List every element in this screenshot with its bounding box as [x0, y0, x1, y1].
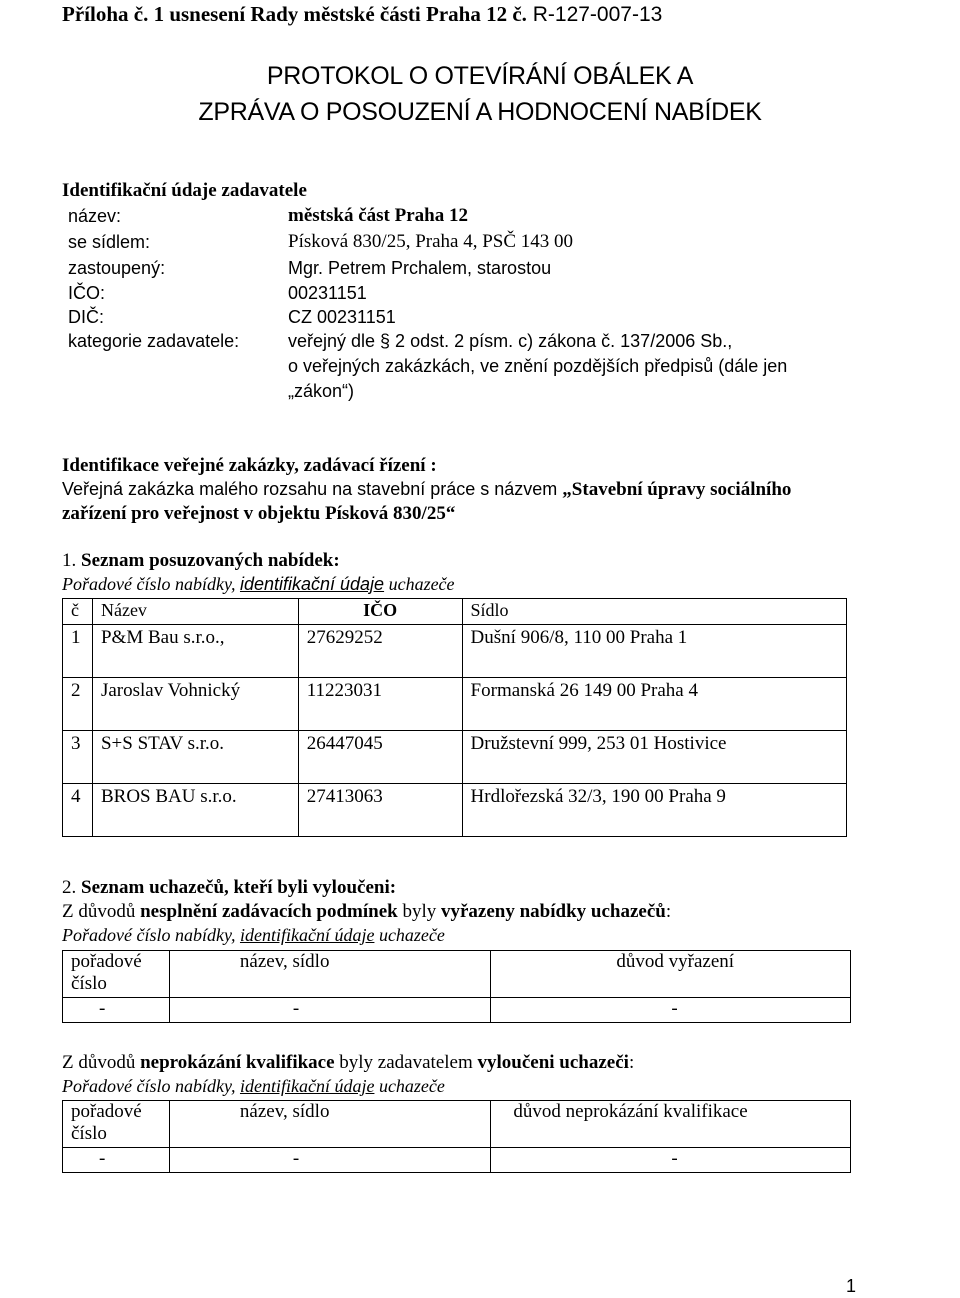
caption-part-c: uchazeče [374, 1076, 445, 1096]
offers-table [62, 598, 847, 837]
caption-part-a: Pořadové číslo nabídky, [62, 574, 240, 594]
row-number: 1 [63, 625, 93, 678]
col-header-ico: IČO [298, 599, 462, 625]
row-name-seat: - [169, 1148, 491, 1173]
row-reason: - [491, 998, 851, 1023]
section1-caption [62, 574, 455, 595]
caption-part-a: Pořadové číslo nabídky, [62, 925, 240, 945]
document-title-line2: ZPRÁVA O POSOUZENÍ A HODNOCENÍ NABÍDEK [198, 98, 762, 126]
page-number: 1 [846, 1276, 857, 1296]
section2-caption-2 [62, 1076, 445, 1097]
col-header-name-seat: název, sídlo [169, 951, 491, 998]
row-ico: 27629252 [298, 625, 462, 678]
caption-part-c: uchazeče [384, 574, 455, 594]
row-name: Jaroslav Vohnický [92, 678, 298, 731]
row-seat: Formanská 26 149 00 Praha 4 [462, 678, 846, 731]
reason1-part3: byly [397, 901, 441, 922]
procurement-heading: Identifikace veřejné zakázky, zadávací řízení : [62, 455, 437, 476]
authority-category-value: veřejný dle § 2 odst. 2 písm. c) zákona č. 137/2006 Sb., [288, 331, 733, 351]
caption-part-c: uchazeče [374, 925, 445, 945]
procurement-description [62, 479, 791, 501]
reason1-part2: nesplnění zadávacích podmínek [140, 901, 398, 922]
col-header-seat: Sídlo [462, 599, 846, 625]
authority-seat-value: Písková 830/25, Praha 4, PSČ 143 00 [288, 231, 574, 252]
document-title-line1: PROTOKOL O OTEVÍRÁNÍ OBÁLEK A [266, 62, 694, 90]
section2-heading: Seznam uchazečů, kteří byli vyloučeni: [81, 877, 397, 898]
exclusion-reason-2 [62, 1052, 634, 1074]
row-ico: 11223031 [298, 678, 462, 731]
table-header-row [63, 951, 851, 998]
authority-name-label: název: [68, 206, 122, 226]
col-header-number: č [63, 599, 93, 625]
col-header-order-line2: číslo [71, 1123, 107, 1144]
authority-ico-value: 00231151 [288, 283, 367, 303]
row-number: 4 [63, 784, 93, 837]
reason2-part1: Z důvodů [62, 1052, 141, 1073]
reason2-part2: neprokázání kvalifikace [140, 1052, 335, 1073]
row-ico: 27413063 [298, 784, 462, 837]
reason1-part1: Z důvodů [62, 901, 141, 922]
disqualified-candidates-table [62, 1100, 851, 1173]
row-name-seat: - [169, 998, 491, 1023]
authority-representative-value: Mgr. Petrem Prchalem, starostou [288, 258, 552, 278]
col-header-order-line1: pořadové [71, 1101, 142, 1122]
row-order: - [63, 998, 170, 1023]
procurement-name-line1: „Stavební úpravy sociálního [562, 479, 792, 500]
col-header-order-line1: pořadové [71, 951, 142, 972]
row-ico: 26447045 [298, 731, 462, 784]
authority-dic-label: DIČ: [68, 307, 104, 327]
reason2-part5: : [628, 1052, 635, 1073]
section1-title [62, 550, 340, 572]
row-seat: Hrdlořezská 32/3, 190 00 Praha 9 [462, 784, 846, 837]
authority-seat-label: se sídlem: [68, 232, 151, 252]
authority-category-label: kategorie zadavatele: [68, 331, 240, 351]
row-seat: Dušní 906/8, 110 00 Praha 1 [462, 625, 846, 678]
procurement-text: Veřejná zakázka malého rozsahu na stavební práce s názvem [62, 479, 563, 499]
section1-number: 1. [62, 550, 77, 571]
row-seat: Družstevní 999, 253 01 Hostivice [462, 731, 846, 784]
section1-heading: Seznam posuzovaných nabídek: [81, 550, 340, 571]
excluded-offers-table [62, 950, 851, 1023]
col-header-qualification-reason: důvod neprokázání kvalifikace [491, 1101, 851, 1148]
col-header-name-seat: název, sídlo [169, 1101, 491, 1148]
caption-part-b: identifikační údaje [239, 1076, 375, 1096]
col-header-order-line2: číslo [71, 973, 107, 994]
row-name: BROS BAU s.r.o. [92, 784, 298, 837]
table-row [63, 731, 847, 784]
authority-name-value: městská část Praha 12 [288, 205, 468, 226]
caption-part-a: Pořadové číslo nabídky, [62, 1076, 240, 1096]
reason2-part3: byly zadavatelem [334, 1052, 478, 1073]
table-header-row [63, 599, 847, 625]
authority-ico-label: IČO: [68, 283, 106, 303]
reason1-part5: : [665, 901, 672, 922]
table-row [63, 998, 851, 1023]
table-header-row [63, 1101, 851, 1148]
resolution-number: R-127-007-13 [526, 3, 663, 26]
row-number: 3 [63, 731, 93, 784]
authority-category-cont1: o veřejných zakázkách, ve znění pozdějších předpisů (dále jen [288, 356, 788, 376]
section2-caption [62, 925, 445, 946]
caption-part-b: identifikační údaje [239, 574, 385, 594]
authority-dic-value: CZ 00231151 [288, 307, 396, 327]
col-header-order [63, 1101, 170, 1148]
row-reason: - [491, 1148, 851, 1173]
table-row [63, 625, 847, 678]
exclusion-reason-1 [62, 901, 671, 923]
row-order: - [63, 1148, 170, 1173]
procurement-name-line2: zařízení pro veřejnost v objektu Písková 830/25“ [62, 503, 456, 524]
authority-representative-label: zastoupený: [68, 258, 166, 278]
resolution-reference: Příloha č. 1 usnesení Rady městské části Praha 12 č. [62, 2, 527, 26]
authority-category-cont2: „zákon“) [288, 381, 355, 401]
col-header-name: Název [92, 599, 298, 625]
table-row [63, 784, 847, 837]
row-name: P&M Bau s.r.o., [92, 625, 298, 678]
col-header-order [63, 951, 170, 998]
section2-title [62, 877, 396, 899]
table-row [63, 678, 847, 731]
reason2-part4: vyloučeni uchazeči [477, 1052, 629, 1073]
section2-number: 2. [62, 877, 77, 898]
authority-heading: Identifikační údaje zadavatele [62, 180, 307, 201]
row-name: S+S STAV s.r.o. [92, 731, 298, 784]
col-header-reason: důvod vyřazení [491, 951, 851, 998]
reason1-part4: vyřazeny nabídky uchazečů [441, 901, 666, 922]
table-row [63, 1148, 851, 1173]
caption-part-b: identifikační údaje [239, 925, 375, 945]
document-header [62, 2, 662, 27]
row-number: 2 [63, 678, 93, 731]
